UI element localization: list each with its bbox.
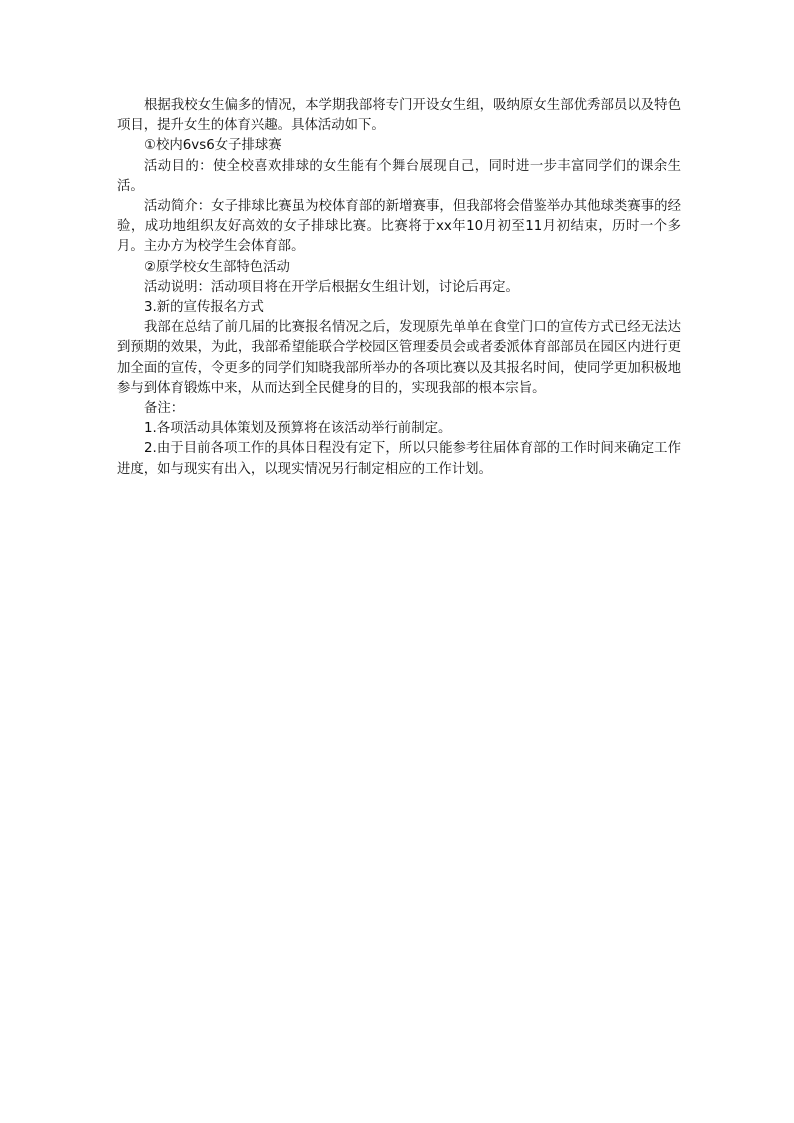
activity-1-summary: 活动简介：女子排球比赛虽为校体育部的新增赛事，但我部将会借鉴举办其他球类赛事的经验，成功地组织友好高效的女子排球比赛。比赛将于xx年10月初至11月初结束，历时一个多月。主办方为校学生会体育部。	[117, 199, 681, 255]
intro-paragraph: 根据我校女生偏多的情况，本学期我部将专门开设女生组，吸纳原女生部优秀部员以及特色项目，提升女生的体育兴趣。具体活动如下。	[117, 98, 681, 134]
note-item-2: 2.由于目前各项工作的具体日程没有定下，所以只能参考往届体育部的工作时间来确定工作进度，如与现实有出入，以现实情况另行制定相应的工作计划。	[117, 441, 681, 477]
document-body	[117, 96, 681, 480]
note-item-1: 1.各项活动具体策划及预算将在该活动举行前制定。	[144, 421, 452, 437]
section-3-heading: 3.新的宣传报名方式	[144, 300, 264, 316]
activity-2-heading: ②原学校女生部特色活动	[144, 259, 290, 275]
notes-heading: 备注：	[144, 401, 185, 417]
activity-2-description: 活动说明：活动项目将在开学后根据女生组计划，讨论后再定。	[144, 279, 519, 295]
activity-1-purpose: 活动目的：使全校喜欢排球的女生能有个舞台展现自己，同时进一步丰富同学们的课余生活。	[117, 158, 681, 194]
activity-1-heading: ①校内6vs6女子排球赛	[144, 138, 282, 154]
section-3-paragraph: 我部在总结了前几届的比赛报名情况之后，发现原先单单在食堂门口的宣传方式已经无法达到预期的效果，为此，我部希望能联合学校园区管理委员会或者委派体育部部员在园区内进行更加全面的宣传，令更多的同学们知晓我部所举办的各项比赛以及其报名时间，使同学更加积极地参与到体育锻炼中来，从而达到全民健身的目的，实现我部的根本宗旨。	[117, 320, 681, 396]
